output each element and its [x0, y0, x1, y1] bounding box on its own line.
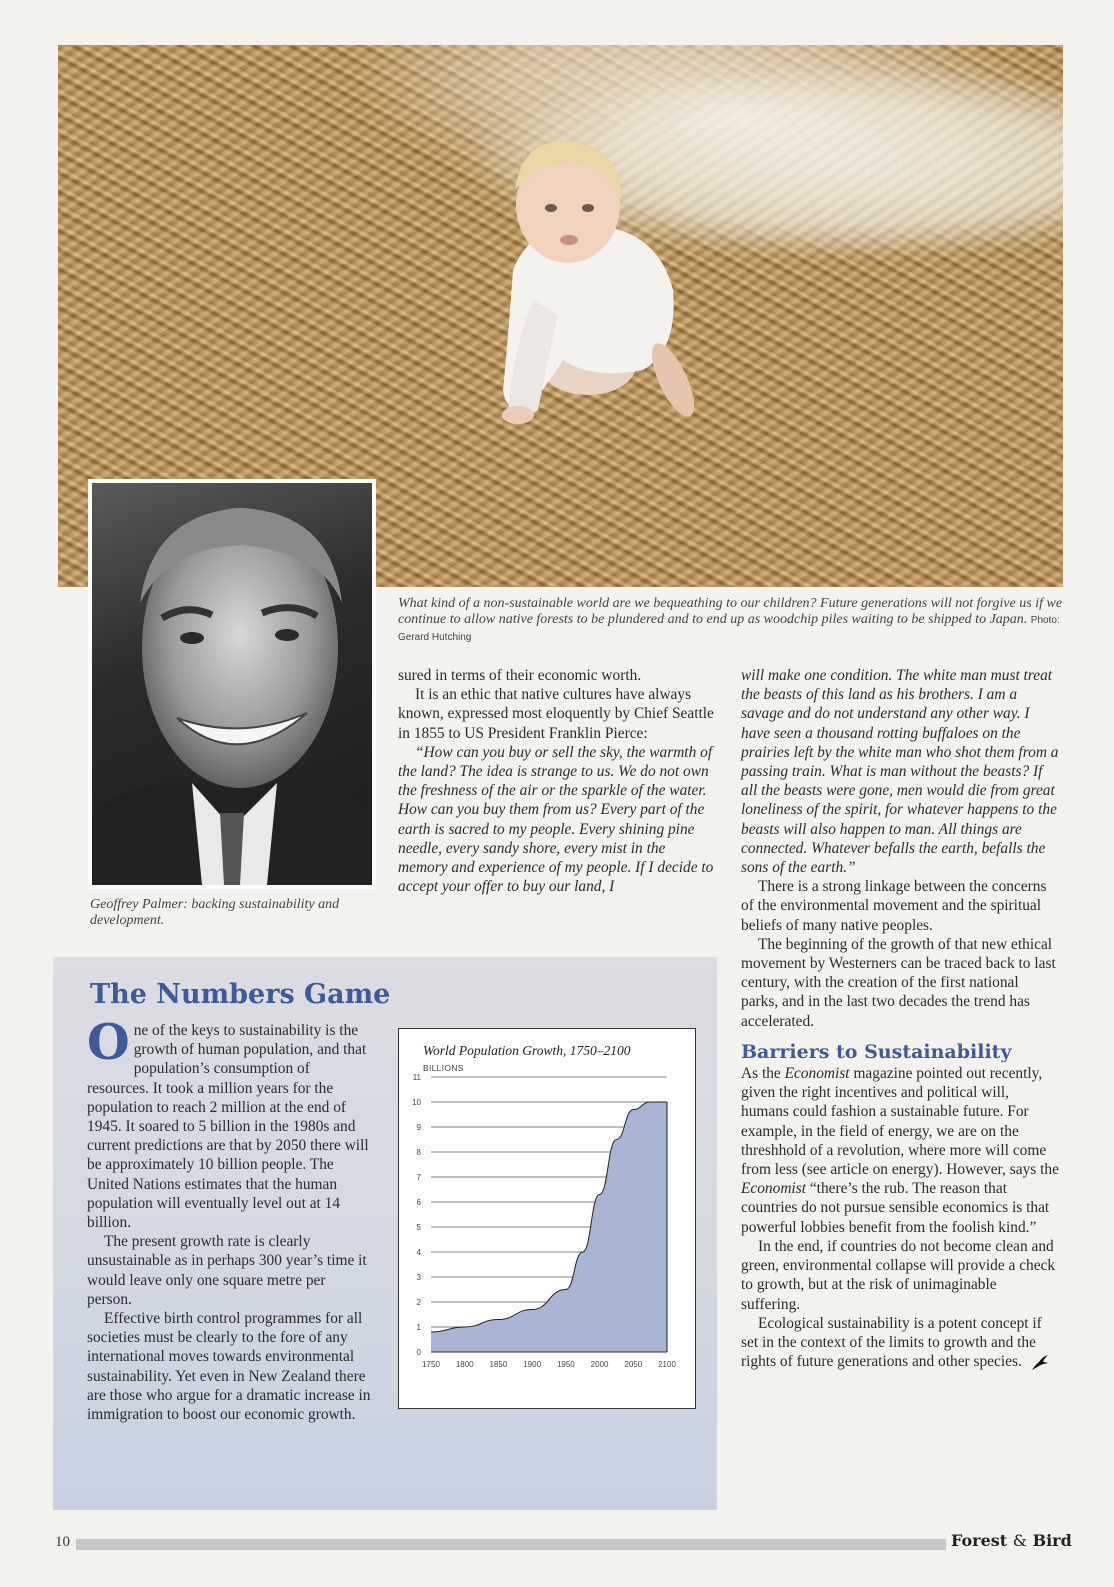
x-tick-label: 2000	[590, 1360, 609, 1369]
y-tick-label: 7	[416, 1173, 421, 1182]
y-tick-label: 9	[416, 1123, 421, 1132]
y-tick-label: 2	[416, 1298, 421, 1307]
paragraph: One of the keys to sustainability is the growth of human population, and that population’s consumption of resources. It took a million years for the population to reach 2 million at the end of 1945. It soared to 5 billion in the 1980s and current predictions are that by 2050 there will be approximately 10 billion people. The United Nations estimates that the human population will eventually level out at 14 billion.	[87, 1013, 369, 1232]
x-tick-label: 2100	[658, 1360, 676, 1369]
x-tick-label: 1850	[489, 1360, 508, 1369]
paragraph: The beginning of the growth of that new ethical movement by Westerners can be traced back to last century, with the creation of the first national parks, and in the last two decades the trend has accelerated.	[741, 935, 1056, 1030]
quote-paragraph: will make one condition. The white man must treat the beasts of this land as his brothers. I am a savage and do not understand any other way. I have seen a thousand rotting buffaloes on the prairies left by the white man who shot them from a passing train. What is man without the beasts? If all the beasts were gone, men would die from great loneliness of the spirit, for whatever happens to the beasts will also happen to man. All things are connected. Whatever befalls the earth, befalls the sons of the earth.”	[741, 667, 1059, 877]
portrait-caption: Geoffrey Palmer: backing sustainability and development.	[90, 897, 340, 928]
magazine-name: Forest & Bird	[951, 1531, 1072, 1550]
y-tick-label: 8	[416, 1148, 421, 1157]
population-chart	[398, 1028, 696, 1409]
footer-rule	[76, 1539, 946, 1550]
article-column-middle	[398, 666, 716, 896]
baby-figure	[443, 110, 703, 430]
y-tick-label: 0	[416, 1348, 421, 1357]
x-tick-label: 1900	[523, 1360, 542, 1369]
x-tick-label: 2050	[624, 1360, 643, 1369]
y-tick-label: 5	[416, 1223, 421, 1232]
drop-cap: O	[87, 1013, 130, 1071]
chart-y-label: BILLIONS	[423, 1063, 464, 1073]
photo-credit: Photo: Gerard Hutching	[398, 615, 1060, 643]
paragraph: Ecological sustainability is a potent concept if set in the context of the limits to growth and the rights of future generations and other species.	[741, 1314, 1059, 1372]
page-number: 10	[55, 1534, 70, 1550]
x-tick-label: 1750	[422, 1360, 440, 1369]
paragraph: The present growth rate is clearly unsustainable as in perhaps 300 year’s time it would leave only one square metre per person.	[87, 1233, 367, 1308]
paragraph: In the end, if countries do not become clean and green, environmental collapse will provide a check to growth, but at the risk of unimaginable suffering.	[741, 1237, 1056, 1313]
box-text	[87, 1013, 373, 1424]
y-tick-label: 11	[412, 1073, 421, 1082]
bird-icon	[1030, 1354, 1050, 1372]
paragraph: Effective birth control programmes for all societies must be clearly to the fore of any international moves towards environmental sustainability. Yet even in New Zealand there are those who argue for a dramatic increase in immigration to boost our economic growth.	[87, 1310, 371, 1424]
x-tick-label: 1950	[556, 1360, 575, 1369]
article-column-right	[741, 666, 1059, 1372]
box-title: The Numbers Game	[90, 979, 391, 1010]
portrait-photo	[88, 479, 376, 889]
paragraph: sured in terms of their economic worth.	[398, 667, 642, 684]
portrait-figure	[92, 483, 372, 885]
paragraph: There is a strong linkage between the concerns of the environmental movement and the spiritual beliefs of many native peoples.	[741, 878, 1047, 934]
chart-plot	[399, 1029, 695, 1408]
paragraph: As the Economist magazine pointed out recently, given the right incentives and political will, humans could fashion a sustainable future. For example, in the field of energy, we are on the threshhold of a revolution, where more will come from less (see article on energy). However, says the Economist “there’s the rub. The reason that countries do not pursue sensible economics is that powerful lobbies benefit from the foolish kind.”	[741, 1065, 1059, 1236]
quote-paragraph: “How can you buy or sell the sky, the warmth of the land? The idea is strange to us. We do not own the freshness of the air or the sparkle of the water. How can you buy them from us? Every part of the earth is sacred to my people. Every shining pine needle, every sandy shore, every mist in the memory and experience of my people. If I decide to accept your offer to buy our land, I	[398, 743, 714, 896]
chart-title: World Population Growth, 1750–2100	[423, 1043, 631, 1058]
paragraph: It is an ethic that native cultures have always known, expressed most eloquently by Chief Seattle in 1855 to US President Franklin Pierce:	[398, 686, 714, 742]
y-tick-label: 6	[416, 1198, 421, 1207]
hero-caption-text: What kind of a non-sustainable world are we bequeathing to our children? Future generations will not forgive us if we continue to allow native forests to be plundered and to end up as woodchip piles waiting to be shipped to Japan.	[398, 596, 1063, 627]
y-tick-label: 1	[416, 1323, 421, 1332]
x-tick-label: 1800	[455, 1360, 474, 1369]
y-tick-label: 3	[416, 1273, 421, 1282]
y-tick-label: 4	[416, 1248, 421, 1257]
y-tick-label: 10	[412, 1098, 421, 1107]
section-heading: Barriers to Sustainability	[741, 1040, 1012, 1063]
hero-caption	[398, 596, 1066, 646]
